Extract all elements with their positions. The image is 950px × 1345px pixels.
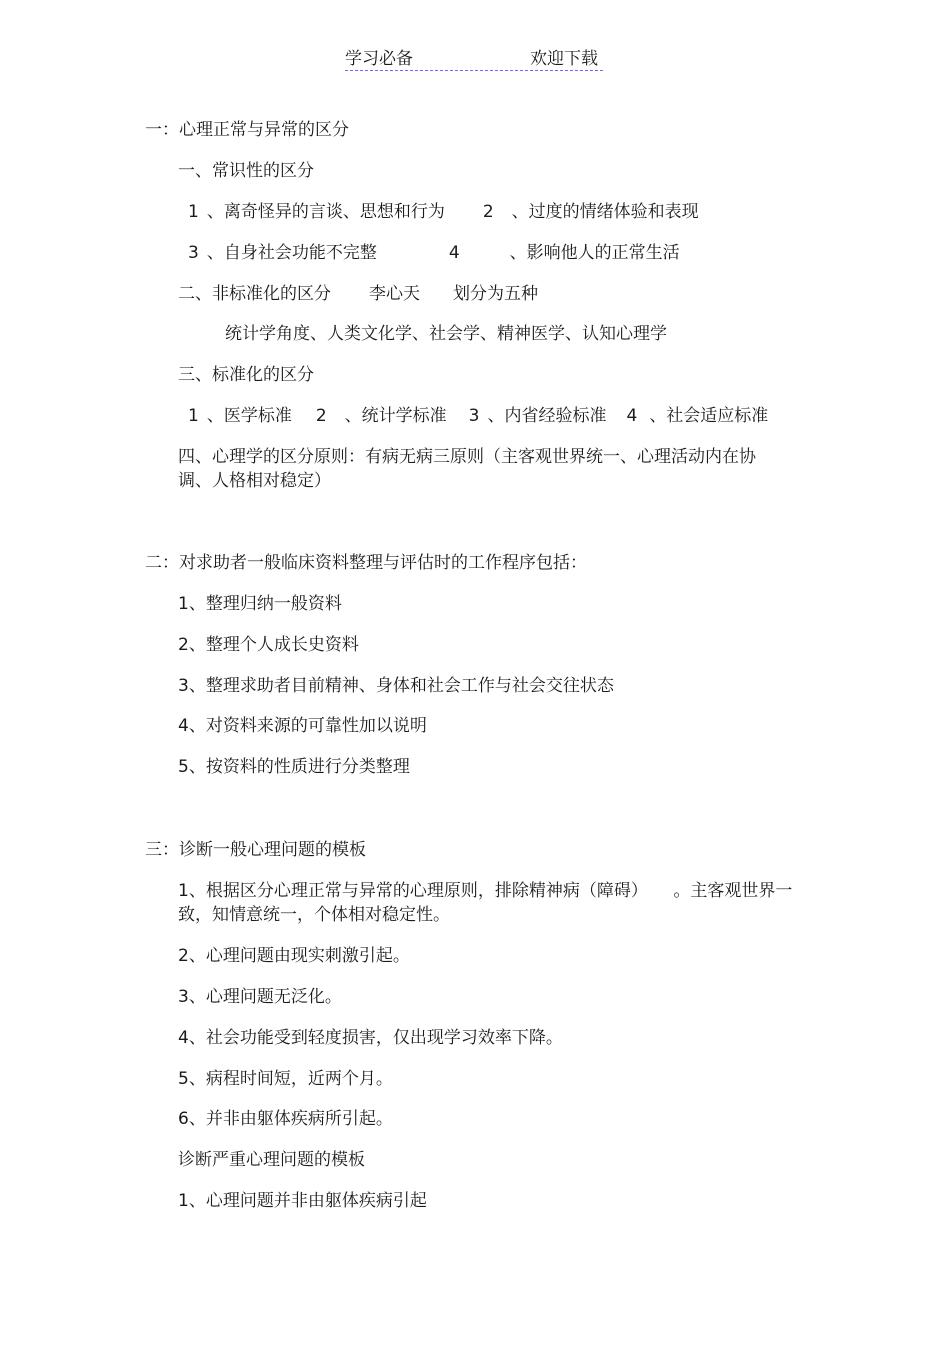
list-item: 6、并非由躯体疾病所引起。 [178, 1109, 393, 1129]
section1-h2-list: 统计学角度、人类文化学、社会学、精神医学、认知心理学 [225, 324, 667, 344]
list-item: 1、心理问题并非由躯体疾病引起 [178, 1191, 427, 1211]
list-item: 5、病程时间短，近两个月。 [178, 1069, 393, 1089]
list-item: 5、按资料的性质进行分类整理 [178, 757, 410, 777]
list-item: 2、心理问题由现实刺激引起。 [178, 946, 410, 966]
section1-heading-3: 三、标准化的区分 [178, 365, 314, 385]
header-left: 学习必备 [345, 49, 413, 69]
person-name: 李心天 [369, 284, 420, 304]
section1-h1-row2 [188, 242, 680, 264]
list-item: 3、整理求助者目前精神、身体和社会工作与社会交往状态 [178, 676, 614, 696]
section3-title: 三：诊断一般心理问题的模板 [145, 840, 366, 860]
list-item: 、社会适应标准 [649, 406, 769, 426]
section1-h3-row [188, 405, 768, 427]
list-item: 、统计学标准 [344, 406, 447, 426]
list-item: 、过度的情绪体验和表现 [511, 202, 699, 222]
list-item: 2、整理个人成长史资料 [178, 635, 359, 655]
heading-text: 二、非标准化的区分 [178, 284, 331, 304]
section1-heading-4: 四、心理学的区分原则：有病无病三原则（主客观世界统一、心理活动内在协调、人格相对稳定） [178, 447, 756, 491]
list-number: 4 [448, 243, 460, 263]
list-item: 、内省经验标准 [487, 406, 607, 426]
list-item: 、医学标准 [206, 406, 292, 426]
list-number: 1 [188, 202, 199, 222]
list-number: 1 [188, 406, 199, 426]
list-item: 1、整理归纳一般资料 [178, 594, 342, 614]
list-item: 4、对资料来源的可靠性加以说明 [178, 716, 427, 736]
list-number: 3 [468, 406, 480, 426]
list-number: 2 [482, 202, 494, 222]
list-number: 4 [626, 406, 638, 426]
section2-title: 二：对求助者一般临床资料整理与评估时的工作程序包括： [145, 553, 587, 573]
header-divider [345, 70, 603, 71]
section1-title: 一：心理正常与异常的区分 [145, 120, 349, 140]
section1-heading-1: 一、常识性的区分 [178, 161, 314, 181]
list-item: 3、心理问题无泛化。 [178, 987, 342, 1007]
header-right: 欢迎下载 [530, 49, 598, 69]
list-item: 4、社会功能受到轻度损害，仅出现学习效率下降。 [178, 1028, 563, 1048]
list-item: 1、根据区分心理正常与异常的心理原则，排除精神病（障碍） 。主客观世界一致，知情意统一，个体相对稳定性。 [178, 881, 793, 925]
note-text: 划分为五种 [453, 284, 538, 304]
section3-subtitle: 诊断严重心理问题的模板 [178, 1150, 365, 1170]
list-item: 、离奇怪异的言谈、思想和行为 [206, 202, 445, 222]
list-number: 2 [315, 406, 327, 426]
list-item: 、自身社会功能不完整 [206, 243, 377, 263]
list-number: 3 [188, 243, 199, 263]
list-item: 、影响他人的正常生活 [509, 243, 680, 263]
section1-h1-row1 [188, 201, 699, 223]
section1-heading-2 [178, 283, 538, 305]
